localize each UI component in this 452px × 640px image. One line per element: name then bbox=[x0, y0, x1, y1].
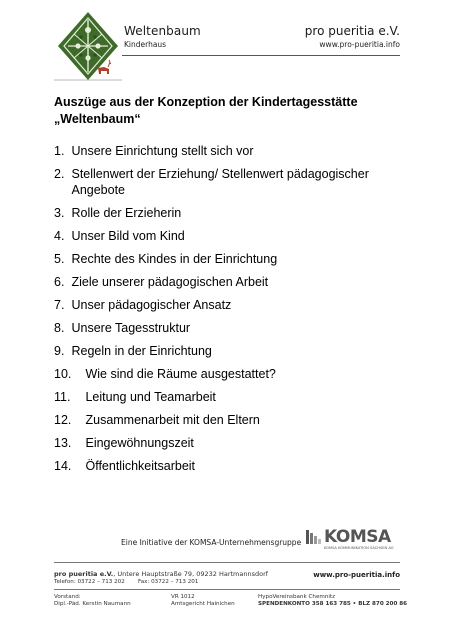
toc-label: Wie sind die Räume ausgestattet? bbox=[85, 367, 276, 381]
footer-website: www.pro-pueritia.info bbox=[313, 571, 400, 579]
footer-bank: HypoVereinsbank Chemnitz bbox=[258, 594, 336, 600]
footer-divider-bottom bbox=[54, 589, 400, 590]
toc-item bbox=[54, 320, 190, 336]
toc-number: 12. bbox=[54, 413, 72, 427]
footer-org-name: pro pueritia e.V. bbox=[54, 570, 114, 578]
toc-number: 14. bbox=[54, 459, 72, 473]
toc-item bbox=[54, 343, 212, 359]
footer-court: Amtsgericht Hainichen bbox=[171, 601, 235, 607]
toc-item bbox=[54, 389, 216, 405]
toc-label: Rolle der Erzieherin bbox=[71, 206, 182, 220]
toc-number: 6. bbox=[54, 275, 65, 289]
toc-label: Regeln in der Einrichtung bbox=[71, 344, 212, 358]
footer-board-name: Dipl.-Päd. Kerstin Naumann bbox=[54, 601, 131, 607]
toc-label: Unser pädagogischer Ansatz bbox=[71, 298, 232, 312]
toc-number: 10. bbox=[54, 367, 72, 381]
toc-label: Stellenwert der Erziehung/ Stellenwert pädagogischer Angebote bbox=[71, 167, 369, 197]
org-url: www.pro-pueritia.info bbox=[319, 40, 400, 49]
toc-label: Leitung und Teamarbeit bbox=[85, 390, 216, 404]
toc-item bbox=[54, 435, 194, 451]
header-divider bbox=[122, 55, 400, 56]
komsa-logo bbox=[306, 527, 402, 553]
toc-label: Unser Bild vom Kind bbox=[71, 229, 185, 243]
toc-number: 9. bbox=[54, 344, 65, 358]
toc-number: 2. bbox=[54, 167, 65, 181]
footer-org-line bbox=[54, 571, 268, 578]
komsa-mark-icon bbox=[306, 530, 322, 544]
footer-phone: Telefon: 03722 – 713 202 bbox=[54, 579, 125, 585]
org-brand bbox=[305, 24, 400, 49]
kita-brand bbox=[124, 24, 201, 49]
toc-number: 5. bbox=[54, 252, 65, 266]
weltenbaum-tree-logo bbox=[54, 10, 122, 84]
org-name: pro pueritia e.V. bbox=[304, 24, 400, 38]
toc-number: 3. bbox=[54, 206, 65, 220]
footer-address: , Untere Hauptstraße 79, 09232 Hartmannsdorf bbox=[113, 570, 269, 578]
footer-divider-top bbox=[54, 562, 400, 563]
initiative-note: Eine Initiative der KOMSA-Unternehmensgruppe bbox=[121, 538, 302, 547]
toc-number: 7. bbox=[54, 298, 65, 312]
toc-label: Zusammenarbeit mit den Eltern bbox=[85, 413, 260, 427]
kita-subtitle: Kinderhaus bbox=[124, 40, 167, 49]
komsa-tagline: KOMSA KOMMUNIKATION SACHSEN AG bbox=[324, 546, 394, 550]
toc-number: 13. bbox=[54, 436, 72, 450]
toc-item bbox=[54, 458, 195, 474]
toc-number: 1. bbox=[54, 144, 65, 158]
footer-fax: Fax: 03722 – 713 201 bbox=[138, 579, 199, 585]
komsa-wordmark: KOMSA bbox=[324, 527, 391, 547]
toc-label: Unsere Einrichtung stellt sich vor bbox=[71, 144, 254, 158]
toc-label: Unsere Tagesstruktur bbox=[71, 321, 191, 335]
toc-item bbox=[54, 274, 268, 290]
document-title bbox=[54, 94, 404, 128]
toc-item bbox=[54, 143, 254, 159]
kita-name: Weltenbaum bbox=[124, 24, 201, 38]
footer-board-label: Vorstand: bbox=[54, 594, 81, 600]
footer-register: VR 1012 bbox=[171, 594, 195, 600]
toc-label: Eingewöhnungszeit bbox=[85, 436, 194, 450]
title-line-2: „Weltenbaum“ bbox=[54, 112, 141, 126]
toc-item bbox=[54, 297, 231, 313]
toc-number: 11. bbox=[54, 390, 71, 404]
toc-label: Ziele unserer pädagogischen Arbeit bbox=[71, 275, 269, 289]
toc-item bbox=[54, 366, 276, 382]
toc-label: Rechte des Kindes in der Einrichtung bbox=[71, 252, 278, 266]
toc-item bbox=[54, 166, 381, 198]
toc-item bbox=[54, 251, 277, 267]
toc-label: Öffentlichkeitsarbeit bbox=[85, 459, 196, 473]
title-line-1: Auszüge aus der Konzeption der Kindertagesstätte bbox=[54, 95, 358, 109]
toc-item bbox=[54, 412, 260, 428]
toc-number: 8. bbox=[54, 321, 65, 335]
toc-item bbox=[54, 228, 185, 244]
toc-item bbox=[54, 205, 181, 221]
toc-number: 4. bbox=[54, 229, 65, 243]
footer-account: SPENDENKONTO 358 163 785 • BLZ 870 200 86 bbox=[258, 601, 408, 607]
